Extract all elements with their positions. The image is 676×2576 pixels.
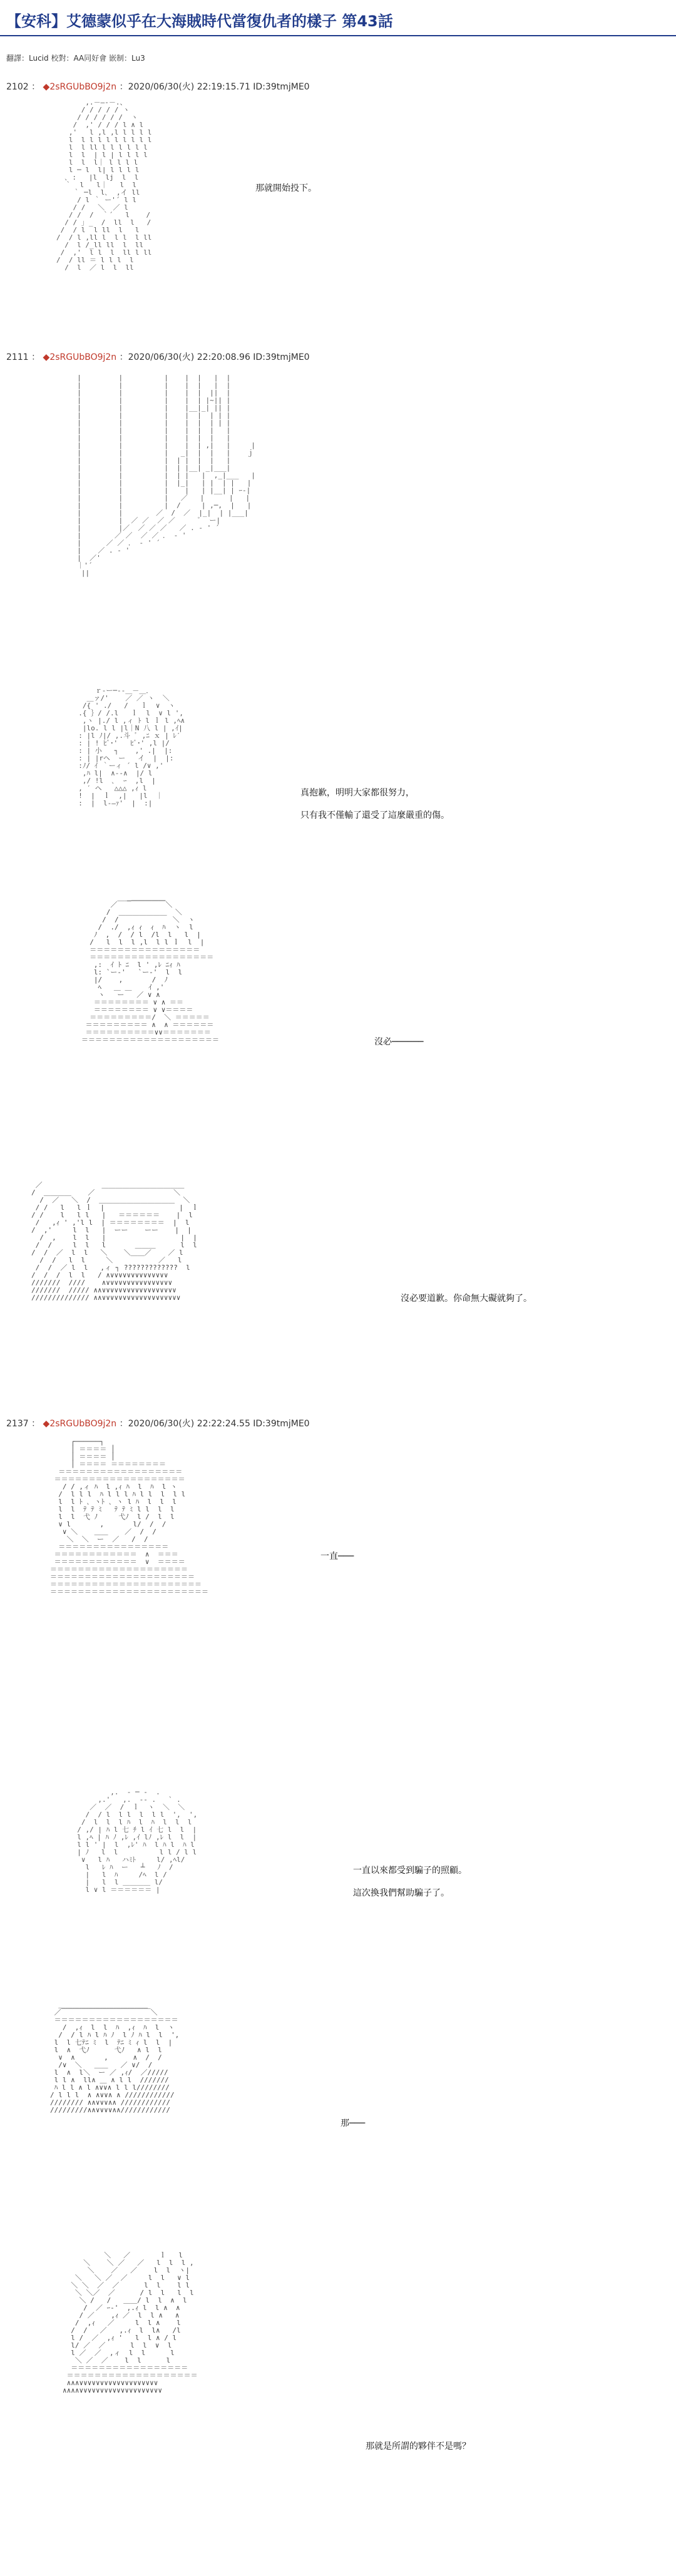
post-datetime: ：2020/06/30(火) 22:20:08.96 ID:39tmjME0 bbox=[119, 352, 310, 362]
title-divider bbox=[0, 35, 676, 36]
post-datetime: ：2020/06/30(火) 22:19:15.71 ID:39tmjME0 bbox=[119, 82, 310, 92]
page-title: 【安科】艾德蒙似乎在大海賊時代當復仇者的樣子 第43話 bbox=[6, 13, 393, 30]
ascii-art-character: ,.－―‐－.、 / / / / / ヽ / / / / / / ヽ / ,' / / / l ∧ l ,' l ,l ,l l l l l l l l l l l l l l l l l ll l l l l l l l l | l | l l l l l l l｜ l l l l l ─ l l| l l l l ､ : |l lj l l ｀ l l｜ l l ｀ ─l l､ ,イ ll / l ｀ ー'´ l l / / ＼ ／ l / / / ｀´ l / / / ｣ _ / ll l / / / l l ll l l / / l ,ll l l l l ll / l /_ll ll l ll / ,' l l l ll l ll / / ll ＝ l l l l / l ／ l l ll bbox=[56, 99, 152, 272]
dialogue-line: 那就開始投下。 bbox=[255, 183, 317, 193]
ascii-art-character: ,. ‐ ─ ‐ . ,.' ,. ‐‐ . ` . ／ ／ / ｌ ヽ ＼ ＼ / / l l l l l l ', ', / l l l ﾊ l ﾊ l l l / ,/ | ﾊ l 七 ﾁ l ｲ 七 l l | l ,ﾍ | ﾊ ﾉ ,ﾚ ,ｲ lﾉ ,ﾚ l l | l l ' | l ,ﾚ' ﾊ l ﾊ l ﾊ l | ﾉ l l l l / l l ∨ l ﾊ ハﾐﾄ l/ ,ﾍl/ l ﾚ ﾊ ー ┴ ﾉ / | l ﾊ /ﾍ l / | l l ＿＿＿＿ l/ l ∨ l ＝＝＝＝＝＝ | bbox=[77, 1789, 198, 1894]
ascii-art-scene: | | | | | | | | | | | | | | | | | | | || | | | | | | |~|| | | | | |__|_| || | | | | | | | | | | | | | | | | | | | | | | | | | | | | | | | | | | | | ,| | | | | | _| | | | ｊ | | | | | | | | | | | | |__| _|___| | | | | | | ,_|___ | | | | |_| | | | | | | | | | | |__| | ｰ‐| | | | ／ | | | | | | / | ,─, | | | | ／ / ／ |_| | |___| | | ／ ／ ／ ／ ﾟ ー| | |／ ／ ／ ／ ／ . ‐ ' ´ | ／ ／ ／ ／ ． ‐ ' | ／ ／ ． ‐ ' ´ | ／ . ‐ ' | ／' ｜'´ || bbox=[77, 374, 256, 577]
dialogue-line: 真抱歉，明明大家都很努力， bbox=[300, 788, 414, 798]
post-datetime: ：2020/06/30(火) 22:22:24.55 ID:39tmjME0 bbox=[119, 1419, 310, 1429]
post-separator: ： bbox=[31, 82, 41, 92]
dialogue-line: 這次換我們幫助騙子了。 bbox=[353, 1888, 449, 1898]
dialogue-line: 沒必────── bbox=[374, 1037, 424, 1047]
post-header bbox=[6, 1417, 310, 1429]
dialogue-line: 沒必要道歉。你命無大礙就夠了。 bbox=[401, 1294, 532, 1304]
post-separator: ： bbox=[31, 1419, 41, 1429]
ascii-art-character: ＼ ／ ｌ l ＼ ＼ ／ ／ l l l , ＼ ／ ／ l l ヽ| ＼ ＼ ／ ／ l l ∨ l ＼ ＼ ／ ／ l l l l ＼ ＼／ ／ / l l l l ＼ / / ＿＿/ l l ∧ l / ／ ｰ‐' ,.ｨ l l ∧ ∧ / ／ ,ｨ ／ l l ∧ ∧ / ,ｨ ／ l l ∧ l / / ／ ,.ｨ l l∧ /l l / ／ ,ｨ ' l l ∧ / l l/ ／ ／ l l ∨ l l ／ ／ ,ィ l l l ＼ ／ ／ l l l ＝＝＝＝＝＝＝＝＝＝＝＝＝＝＝＝＝ ＝＝＝＝＝＝＝＝＝＝＝＝＝＝＝＝＝＝＝ ∧∧∧∨∨∨∨∨∨∨∨∨∨∨∨∨∨∨∨∨∨∨ ∧∧∧∧∨∨∨∨∨∨∨∨∨∨∨∨∨∨∨∨∨∨∨∨ bbox=[63, 2252, 198, 2395]
post-header bbox=[6, 80, 310, 93]
post-header bbox=[6, 350, 310, 363]
ascii-art-character: ┌──────┐ │ ＝＝＝＝ │ │ ＝＝＝＝ │ │ ＝＝＝＝ ＝＝＝＝＝＝＝＝ ＝＝＝＝＝＝＝＝＝＝＝＝＝＝＝＝＝＝ ＝＝＝＝＝＝＝＝＝＝＝＝＝＝＝＝＝＝＝ / / ,ィ ﾊ l ,ｨ ﾊ l ﾊ l ヽ / l l l ﾊ l l l ﾊ l l l l l l l ﾄ ､ ヽﾄ ､ ヽ l ﾊ l l l l l ﾃ ﾃ ﾐ ﾃ ﾃ ﾐ l l l l l l 弋 ﾉ 弋ﾉ l / l l ∨ l , l/ / / ∨ ＼ ＿＿ ／ / / ＼ ＼ ー ／ / / ＝＝＝＝＝＝＝＝＝＝＝＝＝＝＝＝ ＝＝＝＝＝＝＝＝＝＝＝＝ ∧ ＝＝＝ ＝＝＝＝＝＝＝＝＝＝＝＝ ∨ ＝＝＝＝ ＝＝＝＝＝＝＝＝＝＝＝＝＝＝＝＝＝＝＝＝ ＝＝＝＝＝＝＝＝＝＝＝＝＝＝＝＝＝＝＝＝＝ ＝＝＝＝＝＝＝＝＝＝＝＝＝＝＝＝＝＝＝＝＝＝ ＝＝＝＝＝＝＝＝＝＝＝＝＝＝＝＝＝＝＝＝＝＝＝ bbox=[50, 1438, 208, 1596]
post-author[interactable]: ◆2sRGUbBO9j2n bbox=[43, 1419, 117, 1429]
dialogue-line: 那就是所謂的夥伴不是嗎？ bbox=[366, 2441, 471, 2451]
post-author[interactable]: ◆2sRGUbBO9j2n bbox=[43, 352, 117, 362]
post-separator: ： bbox=[31, 352, 41, 362]
ascii-art-character: _＿＿＿＿＿ ／￣￣￣￣￣￣￣＼ / ＿＿＿＿＿＿＿ ＼ / / ＼ ヽ / ./ ,ｨ ｨ ｨ ﾊ ヽ l ﾉ , / / l /l l l | / l l l ,l l l ｌ l | ＝＝＝＝＝＝＝＝＝＝＝＝＝＝＝＝ ＝＝＝＝＝＝＝＝＝＝＝＝＝＝＝＝＝＝ ,: ｲ ﾄ ﾆ l ' ,ﾚ ﾆｨ ﾊ l: `ー-' `ー-' l l |/ , / ﾉ ﾍ ＿ ＿ ｲ ,' ヽ ー ／ ∨ ∧ ＝＝＝＝＝＝＝＝ ∨ ∧ ＝＝ ＝＝＝＝＝＝＝＝ ∨ ∨＝＝＝＝ ＝＝＝＝＝＝＝＝＝/ ＼ ＝＝＝＝＝ ＝＝＝＝＝＝＝＝＝ ∧ ∧ ＝＝＝＝＝＝ ＝＝＝＝＝＝＝＝＝＝∨∨＝＝＝＝＝＝＝ ＝＝＝＝＝＝＝＝＝＝＝＝＝＝＝＝＝＝＝＝ bbox=[81, 894, 219, 1044]
dialogue-line: 一直─── bbox=[320, 1551, 354, 1561]
ascii-art-character: ＿＿＿＿＿＿＿＿＿＿＿＿＿ ／￣￣￣￣￣￣￣￣￣￣￣￣￣＼ ＝＝＝＝＝＝＝＝＝＝＝＝＝＝＝＝＝＝ / ,ｨ l l ﾊ ,ｨ ﾊ l ヽ / / l ﾊ l ﾊ ﾉ l ﾉ ﾊ l l ', l l 七ﾃﾆ ﾐ l ﾃﾆ ﾐ ｨ l l | l ∧ 弋ﾉ 弋ﾉ ∧ l l ∨ ∧ , ∧ / / /∨ ＼ ＿＿ ／ ∨/ / l ∧ l＼ ー ／ ,ｨ/ ／///// l l ∧ ll∧ ＿ ∧ l l /////// ﾊ l l ∧ l ∧∨∨∧ l l l//////// / l l l ∧ ∧∨∨∧ ∧ //////////// //////// ∧∧∨∨∨∧∧ //////////// /////////∧∧∨∨∨∨∧∧//////////// bbox=[50, 2001, 180, 2114]
post-number: 2102 bbox=[6, 82, 29, 92]
dialogue-line: 只有我不僅輸了還受了這麼嚴重的傷。 bbox=[300, 810, 449, 820]
post-author[interactable]: ◆2sRGUbBO9j2n bbox=[43, 82, 117, 92]
ascii-art-character: ／￣￣￣￣￣ ＿＿＿＿＿＿＿＿＿＿＿＿ / ＿＿＿＿ ／ ＼ / ／ ＼ / ＿＿＿＿＿＿＿＿＿＿＿ ＼ / / l l ｌ | | ｌ / / l l l | ＝＝＝＝＝＝ | l / ,ｨ ' ,'l l | ＝＝＝＝＝＝＝＝ | l / ,' l l | ーー ーー | | / , l l | | | / / l l l ＿＿＿ l l / / ／ l l ＼ ＼＿＿／ ／ l / / l l ＼ ／ l / / ／ l l ,ィ ┐ ????????????? l / / / l l / ∧∨∨∨∨∨∨∨∨∨∨∨∨∨∨ /////// //// ∧∨∨∨∨∨∨∨∨∨∨∨∨∨∨∨∨ /////// ///// ∧∧∨∨∨∨∨∨∨∨∨∨∨∨∨∨∨∨∨∨ ////////////// ∧∧∨∨∨∨∨∨∨∨∨∨∨∨∨∨∨∨∨∨∨ bbox=[31, 1182, 199, 1302]
ascii-art-character: ｒ‐ー─‐-＿－＿． ＿ァ/' ／ ／ ヽ ＼ /{ ' ./ / ｌ ∨ ヽ .{ ｝/ /.l ｌ l ∨ l ', ,ヽ |./ l ,ィ ﾄ l ｌ l ,ﾍ∧ |lo. l l |l｜N 八 l | ,ｲ| : |l ﾉ|/ ,.斗 ﾞ ,ﾆ ｘ | ﾚ′ : | ! ﾋﾞ･' ﾋﾞ･' ,l |/ : | 小 ┐ ,' .| |: : | |rヘ ー イ | |: :ﾉ/ ｲ ｀ーィ ´ l /∨ ,' ,ﾊ l| ∧‐‐∧ |/ l ,/ !l ､ ｰ ,l | , ′ ヘ △△△ ,ｨ l ! | ｌ ,| |l ｜ : | l‐―ｧ' | :| bbox=[78, 687, 185, 807]
dialogue-line: 一直以來都受到騙子的照顧。 bbox=[353, 1866, 467, 1876]
post-number: 2137 bbox=[6, 1419, 29, 1429]
post-number: 2111 bbox=[6, 352, 29, 362]
dialogue-line: 那─── bbox=[341, 2119, 366, 2129]
credits-line: 翻譯：Lucid 校對：AA同好會 嵌制：Lu3 bbox=[6, 54, 145, 63]
